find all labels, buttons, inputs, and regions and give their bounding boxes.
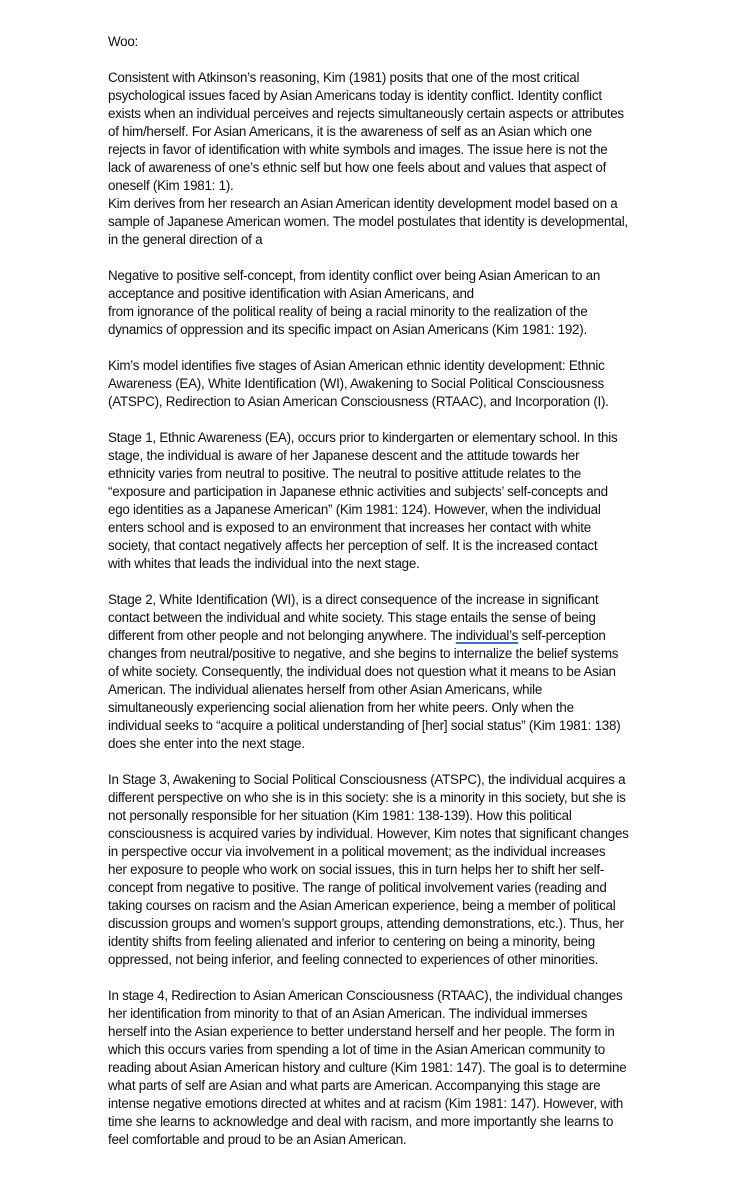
text-line: her exposure to people who work on social issues, this in turn helps her to shift her self- xyxy=(108,862,605,877)
text-line: time she learns to acknowledge and deal with racism, and more importantly she learns to xyxy=(108,1114,614,1129)
text-line: lack of awareness of one’s ethnic self but how one feels about and values that aspect of xyxy=(108,160,607,175)
text-line: society, that contact negatively affects her perception of self. It is the increased contact xyxy=(108,538,598,553)
text-line: consciousness is acquired varies by individual. However, Kim notes that significant changes xyxy=(108,826,629,841)
text-line: from ignorance of the political reality of being a racial minority to the realization of the xyxy=(108,304,588,319)
text-line xyxy=(108,627,728,645)
text-line: feel comfortable and proud to be an Asian American. xyxy=(108,1132,407,1147)
text-line: changes from neutral/positive to negative, and she begins to internalize the belief systems xyxy=(108,646,619,661)
text-line: intense negative emotions directed at whites and at racism (Kim 1981: 147). However, with xyxy=(108,1096,624,1111)
document-page xyxy=(108,33,728,1167)
text-line: In stage 4, Redirection to Asian American Consciousness (RTAAC), the individual changes xyxy=(108,988,623,1003)
text-line: taking courses on racism and the Asian American experience, being a member of political xyxy=(108,898,616,913)
text-line: (ATSPC), Redirection to Asian American Consciousness (RTAAC), and Incorporation (I). xyxy=(108,394,609,409)
document-body xyxy=(108,69,728,1149)
text-line: “exposure and participation in Japanese ethnic activities and subjects’ self-concepts and xyxy=(108,484,608,499)
text-line: which this occurs varies from spending a lot of time in the Asian American community to xyxy=(108,1042,605,1057)
paragraph-stage4 xyxy=(108,987,728,1149)
text-line: reading about Asian American history and culture (Kim 1981: 147). The goal is to determine xyxy=(108,1060,627,1075)
text-line: dynamics of oppression and its specific impact on Asian Americans (Kim 1981: 192). xyxy=(108,322,587,337)
text-line: of him/herself. For Asian Americans, it is the awareness of self as an Asian which one xyxy=(108,124,592,139)
text-line: psychological issues faced by Asian Americans today is identity conflict. Identity conflict xyxy=(108,88,602,103)
text-line: identity shifts from feeling alienated and inferior to centering on being a minority, being xyxy=(108,934,595,949)
paragraph-stages xyxy=(108,357,728,411)
text-fragment: self-perception xyxy=(518,628,606,643)
text-line: Awareness (EA), White Identification (WI), Awakening to Social Political Consciousness xyxy=(108,376,605,391)
text-line: concept from negative to positive. The range of political involvement varies (reading and xyxy=(108,880,607,895)
text-line: with whites that leads the individual into the next stage. xyxy=(108,556,420,571)
text-line: sample of Japanese American women. The model postulates that identity is developmental, xyxy=(108,214,628,229)
text-line: herself into the Asian experience to better understand herself and her people. The form in xyxy=(108,1024,615,1039)
text-line: discussion groups and women’s support groups, attending demonstrations, etc.). Thus, her xyxy=(108,916,624,931)
paragraph-model xyxy=(108,195,728,249)
text-line: in the general direction of a xyxy=(108,232,263,247)
paragraph-stage2 xyxy=(108,591,728,753)
document-heading xyxy=(108,33,728,51)
text-line: In Stage 3, Awakening to Social Political Consciousness (ATSPC), the individual acquires a xyxy=(108,772,626,787)
text-line: oneself (Kim 1981: 1). xyxy=(108,178,234,193)
spellcheck-flagged-word[interactable]: individual’s xyxy=(455,628,519,643)
text-line: Kim derives from her research an Asian American identity development model based on a xyxy=(108,196,618,211)
text-line: individual seeks to “acquire a political understanding of [her] social status” (Kim 1981: 138) xyxy=(108,718,621,733)
text-line: does she enter into the next stage. xyxy=(108,736,305,751)
text-line: Negative to positive self-concept, from identity conflict over being Asian American to an xyxy=(108,268,601,283)
text-line: Kim’s model identifies five stages of Asian American ethnic identity development: Ethnic xyxy=(108,358,605,373)
text-line: Consistent with Atkinson’s reasoning, Kim (1981) posits that one of the most critical xyxy=(108,70,580,85)
text-line: Stage 2, White Identification (WI), is a direct consequence of the increase in significant xyxy=(108,592,599,607)
text-line: different perspective on who she is in this society: she is a minority in this society, but she is xyxy=(108,790,626,805)
paragraph-stage1 xyxy=(108,429,728,573)
text-line: ethnicity varies from neutral to positive. The neutral to positive attitude relates to the xyxy=(108,466,581,481)
text-line: acceptance and positive identification with Asian Americans, and xyxy=(108,286,474,301)
text-line: rejects in favor of identification with white symbols and images. The issue here is not the xyxy=(108,142,608,157)
text-line: of white society. Consequently, the individual does not question what it means to be Asian xyxy=(108,664,616,679)
text-line: her identification from minority to that of an Asian American. The individual immerses xyxy=(108,1006,588,1021)
text-line: exists when an individual perceives and rejects simultaneously certain aspects or attributes xyxy=(108,106,624,121)
text-line: what parts of self are Asian and what parts are American. Accompanying this stage are xyxy=(108,1078,601,1093)
heading-text: Woo: xyxy=(108,34,139,49)
text-line: ego identities as a Japanese American” (Kim 1981: 124). However, when the individual xyxy=(108,502,601,517)
text-line: Stage 1, Ethnic Awareness (EA), occurs prior to kindergarten or elementary school. In this xyxy=(108,430,618,445)
text-line: enters school and is exposed to an environment that increases her contact with white xyxy=(108,520,591,535)
text-line: contact between the individual and white society. This stage entails the sense of being xyxy=(108,610,596,625)
text-line: American. The individual alienates herself from other Asian Americans, while xyxy=(108,682,543,697)
text-line: simultaneously experiencing social alienation from her white peers. Only when the xyxy=(108,700,574,715)
paragraph-direction xyxy=(108,267,728,339)
text-line: oppressed, not being inferior, and feeling connected to experiences of other minorities. xyxy=(108,952,599,967)
text-line: not personally responsible for her situation (Kim 1981: 138-139). How this political xyxy=(108,808,572,823)
text-line: in perspective occur via involvement in a political movement; as the individual increases xyxy=(108,844,606,859)
paragraph-intro xyxy=(108,69,728,195)
text-line: stage, the individual is aware of her Japanese descent and the attitude towards her xyxy=(108,448,580,463)
paragraph-stage3 xyxy=(108,771,728,969)
text-fragment: different from other people and not belonging anywhere. The xyxy=(108,628,456,643)
